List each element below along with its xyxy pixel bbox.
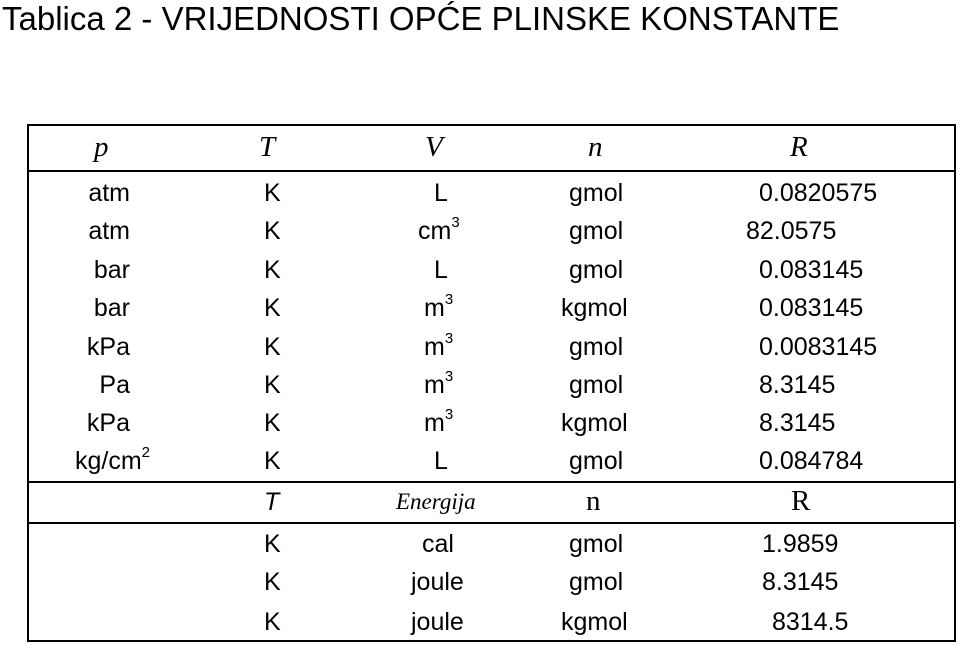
cell-V: L: [434, 256, 448, 284]
energy-header-divider: [27, 522, 956, 524]
cell-R: 0.083145: [759, 294, 864, 322]
cell-V: $m^3$: [424, 330, 454, 361]
cell-T: K: [264, 608, 281, 636]
header-R-energy: R: [791, 485, 811, 517]
cell-V: $m^3$: [424, 406, 454, 437]
cell-R: 8314.5: [772, 608, 849, 636]
cell-R: 0.084784: [759, 447, 864, 475]
cell-T: K: [264, 217, 281, 245]
cell-R: 0.0083145: [759, 333, 878, 361]
cell-n: gmol: [569, 179, 624, 207]
header-n: n: [588, 131, 603, 163]
cell-V: $m^3$: [424, 291, 454, 322]
header-energija: Energija: [396, 489, 476, 514]
cell-T: K: [264, 409, 281, 437]
cell-T: K: [264, 447, 281, 475]
cell-p: $kg/cm^2$: [74, 444, 150, 475]
cell-n: kgmol: [561, 608, 628, 636]
cell-R: 82.0575: [746, 217, 837, 245]
header-n-energy: n: [586, 485, 601, 517]
header-R: R: [790, 131, 808, 163]
section-divider: [27, 481, 956, 483]
cell-n: gmol: [569, 530, 624, 558]
cell-n: gmol: [569, 256, 624, 284]
header-V: V: [425, 131, 443, 163]
cell-p: atm: [88, 179, 130, 207]
cell-T: K: [264, 294, 281, 322]
cell-V: L: [434, 179, 448, 207]
cell-V: L: [434, 447, 448, 475]
cell-T: K: [264, 371, 281, 399]
cell-p: bar: [93, 256, 130, 284]
cell-R: 1.9859: [762, 530, 839, 558]
cell-T: K: [264, 256, 281, 284]
cell-T: K: [264, 568, 281, 596]
cell-T: K: [264, 530, 281, 558]
cell-R: 8.3145: [762, 568, 839, 596]
cell-energy: joule: [411, 568, 464, 596]
cell-n: kgmol: [561, 294, 628, 322]
cell-T: K: [264, 179, 281, 207]
cell-V: $m^3$: [424, 368, 454, 399]
header-p: p: [94, 131, 109, 163]
cell-n: gmol: [569, 371, 624, 399]
cell-R: 8.3145: [759, 371, 836, 399]
header-T: T: [259, 131, 276, 163]
cell-p: bar: [93, 294, 130, 322]
cell-n: gmol: [569, 333, 624, 361]
cell-T: K: [264, 333, 281, 361]
cell-n: kgmol: [561, 409, 628, 437]
cell-p: kPa: [86, 333, 130, 361]
cell-R: 0.083145: [759, 256, 864, 284]
cell-energy: joule: [411, 608, 464, 636]
cell-R: 8.3145: [759, 409, 836, 437]
cell-n: gmol: [569, 568, 624, 596]
cell-energy: cal: [422, 530, 454, 558]
header-T-energy: T: [264, 488, 280, 516]
cell-V: $cm^3$: [418, 214, 460, 245]
cell-p: kPa: [86, 409, 130, 437]
page-title: Tablica 2 - VRIJEDNOSTI OPĆE PLINSKE KONSTANTE: [2, 0, 840, 37]
cell-n: gmol: [569, 447, 624, 475]
header-divider: [27, 170, 956, 172]
cell-p: Pa: [99, 371, 130, 399]
cell-p: atm: [88, 217, 130, 245]
cell-n: gmol: [569, 217, 624, 245]
cell-R: 0.0820575: [759, 179, 878, 207]
